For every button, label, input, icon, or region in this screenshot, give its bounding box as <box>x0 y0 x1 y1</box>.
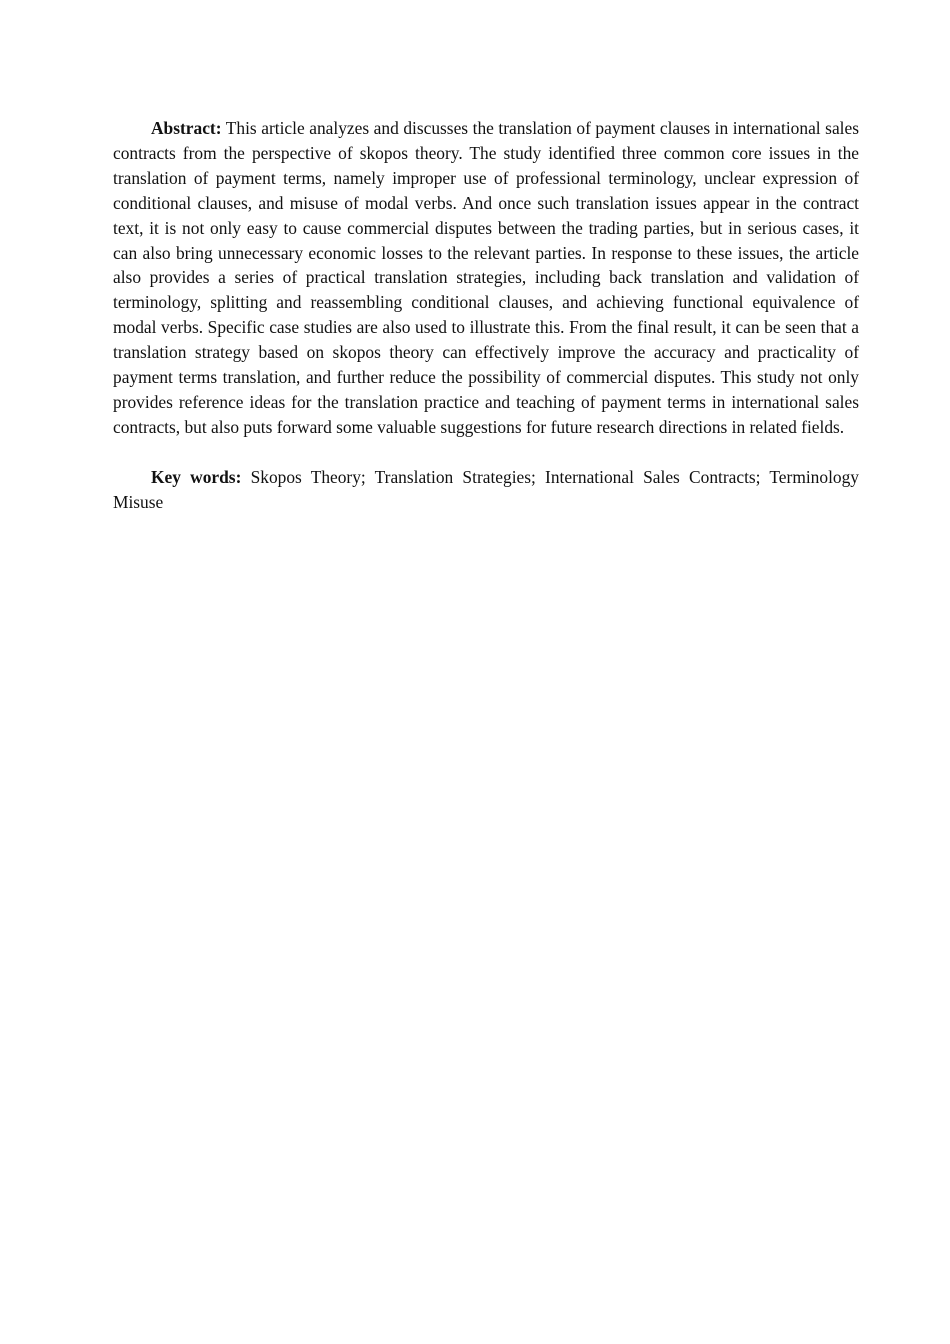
abstract-label: Abstract: <box>151 118 222 138</box>
abstract-paragraph <box>113 116 859 440</box>
keywords-label: Key words: <box>151 466 242 487</box>
keywords-paragraph <box>113 465 859 515</box>
document-page <box>113 116 859 514</box>
keywords-text: Skopos Theory; Translation Strategies; International Sales Contracts; Terminology Misuse <box>113 466 859 512</box>
abstract-text: This article analyzes and discusses the translation of payment clauses in international sales contracts from the perspective of skopos theory. The study identified three common core issues in the translation of payment terms, namely improper use of professional terminology, unclear expression of conditional clauses, and misuse of modal verbs. And once such translation issues appear in the contract text, it is not only easy to cause commercial disputes between the trading parties, but in serious cases, it can also bring unnecessary economic losses to the relevant parties. In response to these issues, the article also provides a series of practical translation strategies, including back translation and validation of terminology, splitting and reassembling conditional clauses, and achieving functional equivalence of modal verbs. Specific case studies are also used to illustrate this. From the final result, it can be seen that a translation strategy based on skopos theory can effectively improve the accuracy and practicality of payment terms translation, and further reduce the possibility of commercial disputes. This study not only provides reference ideas for the translation practice and teaching of payment terms in international sales contracts, but also puts forward some valuable suggestions for future research directions in related fields. <box>113 118 859 437</box>
